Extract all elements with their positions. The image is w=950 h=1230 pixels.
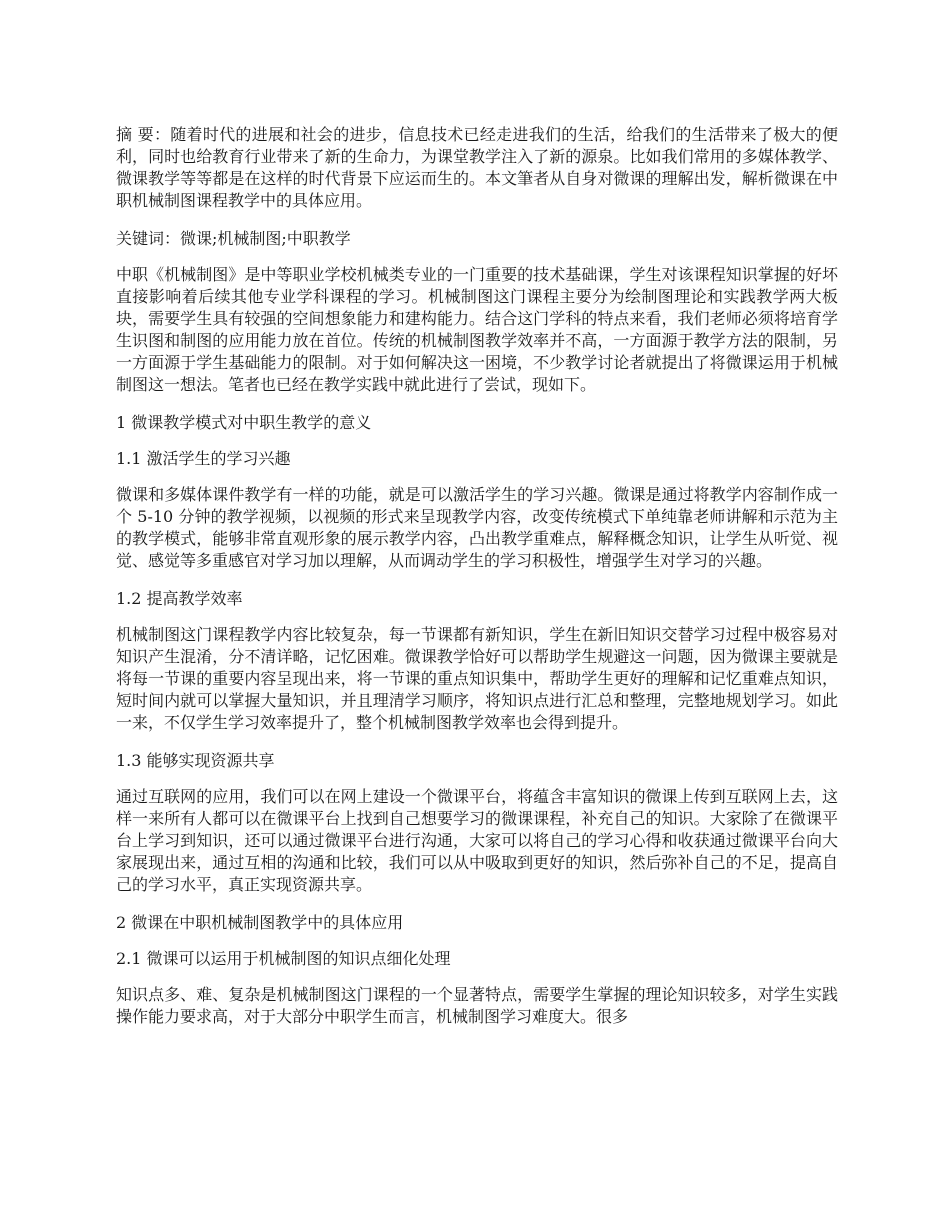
section-heading-2: 2 微课在中职机械制图教学中的具体应用 [116, 913, 404, 932]
subsection-heading-2-1: 2.1 微课可以运用于机械制图的知识点细化处理 [116, 949, 451, 968]
abstract-paragraph: 摘 要：随着时代的进展和社会的进步，信息技术已经走进我们的生活，给我们的生活带来了极大的便利，同时也给教育行业带来了新的生命力，为课堂教学注入了新的源泉。比如我们常用的多媒体教学、微课教学等等都是在这样的时代背景下应运而生的。本文筆者从自身对微课的理解出发，解析微课在中职机械制图课程教学中的具体应用。 [116, 125, 838, 210]
paragraph-2-1: 知识点多、难、复杂是机械制图这门课程的一个显著特点，需要学生掌握的理论知识较多，对学生实践操作能力要求高，对于大部分中职学生而言，机械制图学习难度大。很多 [116, 985, 838, 1026]
paragraph-1-2: 机械制图这门课程教学内容比较复杂，每一节课都有新知识，学生在新旧知识交替学习过程中极容易对知识产生混淆，分不清详略，记忆困难。微课教学恰好可以帮助学生规避这一问题，因为微课主要就是将每一节课的重要内容呈现出来，将一节课的重点知识集中，帮助学生更好的理解和记忆重难点知识，短时间内就可以掌握大量知识，并且理清学习顺序，将知识点进行汇总和整理，完整地规划学习。如此一来，不仅学生学习效率提升了，整个机械制图教学效率也会得到提升。 [116, 625, 838, 732]
subsection-heading-1-1: 1.1 激活学生的学习兴趣 [116, 449, 291, 468]
subsection-heading-1-3: 1.3 能够实现资源共享 [116, 751, 275, 770]
section-heading-1: 1 微课教学模式对中职生教学的意义 [116, 413, 372, 432]
document-page [116, 124, 838, 1044]
intro-paragraph: 中职《机械制图》是中等职业学校机械类专业的一门重要的技术基础课，学生对该课程知识掌握的好坏直接影响着后续其他专业学科课程的学习。机械制图这门课程主要分为绘制图理论和实践教学两大板块，需要学生具有较强的空间想象能力和建构能力。结合这门学科的特点来看，我们老师必须将培育学生识图和制图的应用能力放在首位。传统的机械制图教学效率并不高，一方面源于教学方法的限制，另一方面源于学生基础能力的限制。对于如何解决这一困境，不少教学讨论者就提出了将微课运用于机械制图这一想法。笔者也已经在教学实践中就此进行了尝试，现如下。 [116, 265, 838, 394]
keywords-line: 关键词：微课;机械制图;中职教学 [116, 229, 351, 248]
paragraph-1-1: 微课和多媒体课件教学有一样的功能，就是可以激活学生的学习兴趣。微课是通过将教学内容制作成一个 5-10 分钟的教学视频，以视频的形式来呈现教学内容，改变传统模式下单纯靠老师讲解和示范为主的教学模式，能够非常直观形象的展示教学内容，凸出教学重难点，解释概念知识，让学生从听觉、视觉、感觉等多重感官对学习加以理解，从而调动学生的学习积极性，增强学生对学习的兴趣。 [116, 485, 838, 570]
subsection-heading-1-2: 1.2 提高教学效率 [116, 589, 243, 608]
paragraph-1-3: 通过互联网的应用，我们可以在网上建设一个微课平台，将蕴含丰富知识的微课上传到互联网上去，这样一来所有人都可以在微课平台上找到自己想要学习的微课课程，补充自己的知识。大家除了在微课平台上学习到知识，还可以通过微课平台进行沟通，大家可以将自己的学习心得和收获通过微课平台向大家展现出来，通过互相的沟通和比较，我们可以从中吸取到更好的知识，然后弥补自己的不足，提高自己的学习水平，真正实现资源共享。 [116, 787, 838, 894]
